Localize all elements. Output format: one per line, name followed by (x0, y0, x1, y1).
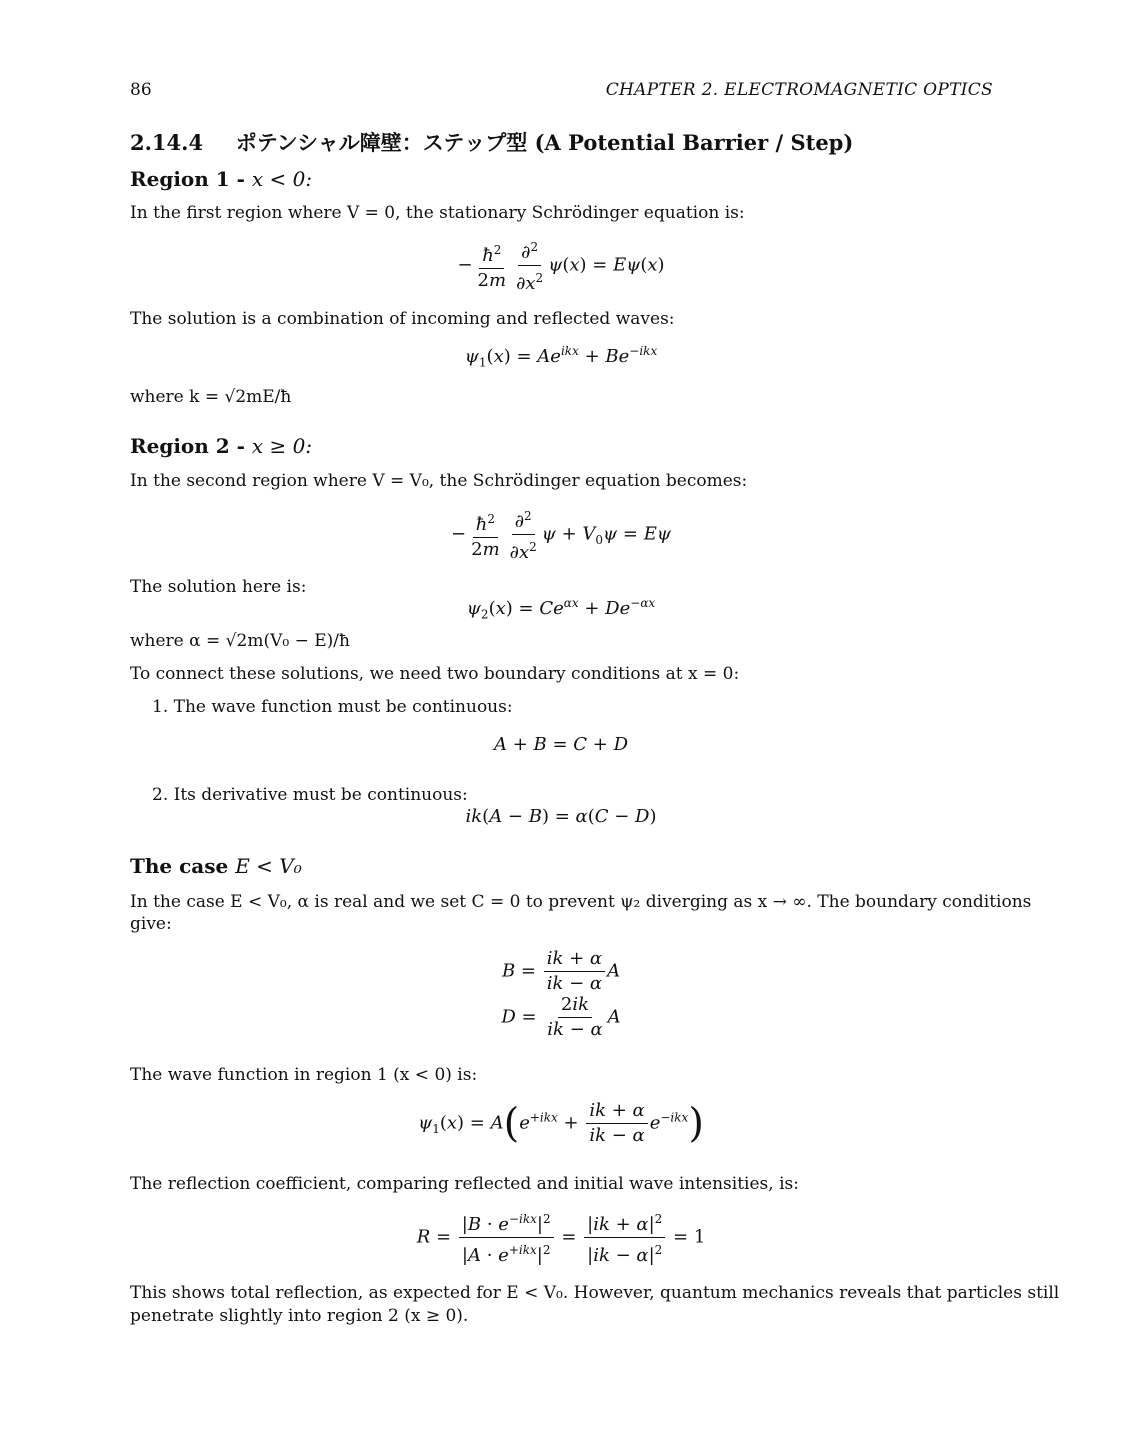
case-heading (130, 854, 302, 878)
region1-heading (130, 167, 312, 191)
condition-2: 2. Its derivative must be continuous: (152, 785, 468, 805)
region2-heading-math: x ≥ 0: (251, 434, 313, 458)
region1-where-k: where k = √2mE/ħ (130, 387, 292, 407)
equation-B: B = $\frac{ik + \alpha}{ik - \alpha}$ A (501, 948, 621, 994)
conclusion-line2: penetrate slightly into region 2 (x ≥ 0). (130, 1306, 469, 1326)
condition-1: 1. The wave function must be continuous: (152, 697, 513, 717)
case-heading-math: E < V₀ (235, 854, 302, 878)
equation-D: D = $\frac{2ik}{ik - \alpha}$ A (501, 994, 621, 1040)
region1-heading-math: x < 0: (251, 167, 313, 191)
running-header: CHAPTER 2. ELECTROMAGNETIC OPTICS (605, 80, 993, 100)
equation-continuity: A + B = C + D (493, 734, 629, 755)
region2-heading-label: Region 2 - (130, 434, 245, 458)
case-intro-line2: give: (130, 914, 172, 934)
conclusion-line1: This shows total reflection, as expected for E < V₀. However, quantum mechanics reveals that particles still (130, 1283, 1060, 1303)
equation-psi1-case: $\psi_1(x) = A(e^{+ikx}$ + $\frac{ik + \alpha}{ik - \alpha}$ $e^{-ikx}$) (418, 1100, 704, 1147)
region1-solution-text: The solution is a combination of incoming and reflected waves: (130, 309, 675, 329)
region2-intro: In the second region where V = V₀, the Schrödinger equation becomes: (130, 471, 748, 491)
section-heading (130, 127, 853, 157)
equation-psi2: $\psi_2(x) = Ce^{\alpha x} + De^{-\alpha x}$ (466, 596, 656, 622)
equation-schrodinger-region1: − $\frac{ħ^2}{2m}$ $\frac{\partial^2}{\partial x^2}$ ψ(x) = Eψ(x) (0, 236, 1122, 295)
boundary-intro: To connect these solutions, we need two boundary conditions at x = 0: (130, 664, 740, 684)
page-number: 86 (130, 80, 152, 100)
equation-psi1: $\psi_1(x) = Ae^{ikx} + Be^{-ikx}$ (464, 344, 658, 370)
section-number: 2.14.4 (130, 130, 204, 155)
case-heading-label: The case (130, 854, 229, 878)
reflection-text: The reflection coefficient, comparing reflected and initial wave intensities, is: (130, 1174, 799, 1194)
region2-heading (130, 434, 312, 458)
section-title: ポテンシャル障壁：ステップ型 (A Potential Barrier / Step) (235, 130, 854, 155)
wave-function-text: The wave function in region 1 (x < 0) is: (130, 1065, 478, 1085)
region1-intro: In the first region where V = 0, the stationary Schrödinger equation is: (130, 203, 745, 223)
equation-reflection-coefficient: R = $\frac{|B \cdot e^{-ikx}|^2}{|A \cdot e^{+ikx}|^2}$ = $\frac{|ik + \alpha|^2}{|ik - \alpha|^2}$ = 1 (0, 1208, 1122, 1267)
equation-derivative-continuity: ik(A − B) = α(C − D) (465, 806, 657, 827)
region2-solution-text: The solution here is: (130, 577, 307, 597)
equation-schrodinger-region2: − $\frac{ħ^2}{2m}$ $\frac{\partial^2}{\partial x^2}$ $\psi + V_0\psi = E\psi$ (0, 505, 1122, 564)
region2-where-alpha: where α = √2m(V₀ − E)/ħ (130, 631, 350, 651)
case-intro-line1: In the case E < V₀, α is real and we set C = 0 to prevent ψ₂ diverging as x → ∞. The boundary conditions (130, 892, 1032, 912)
region1-heading-label: Region 1 - (130, 167, 245, 191)
